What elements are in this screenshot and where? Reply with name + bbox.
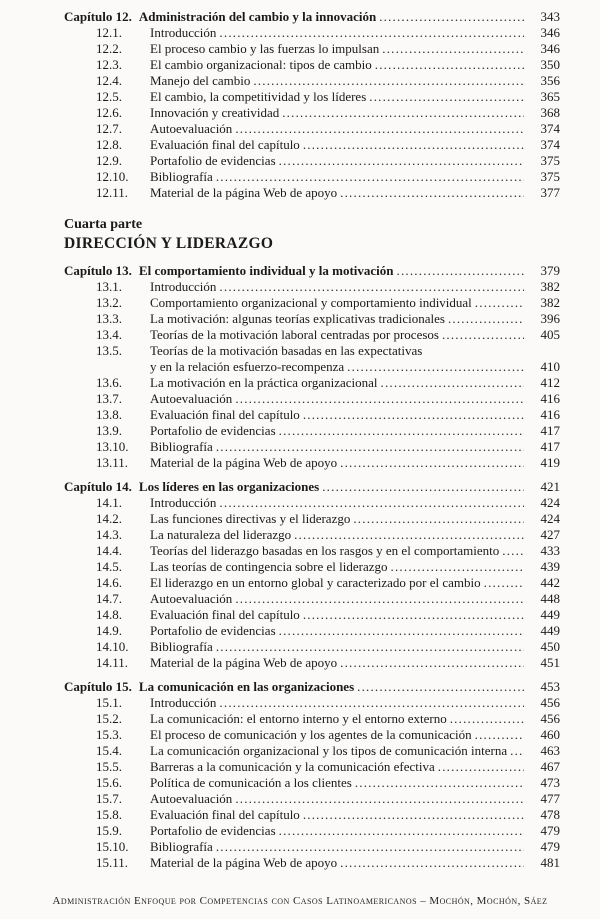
item-page: 477 (540, 791, 560, 806)
item-title: Barreras a la comunicación y la comunicación efectiva (150, 759, 435, 774)
item-title: Material de la página Web de apoyo (150, 855, 338, 870)
item-page: 424 (540, 495, 560, 510)
chapter-label: Capítulo 15. (64, 679, 132, 694)
item-title: Autoevaluación (150, 791, 233, 806)
item-title: Introducción (150, 25, 217, 40)
item-page: 479 (540, 823, 560, 838)
chapter-title: El comportamiento individual y la motivación (138, 263, 394, 278)
item-number: 13.1. (96, 279, 122, 294)
leader-dots (448, 311, 524, 327)
item-number: 13.8. (96, 407, 122, 422)
leader-dots (235, 391, 524, 407)
chapter-items (64, 279, 560, 471)
item-number: 15.9. (96, 823, 122, 838)
toc-item (96, 823, 560, 839)
leader-dots (235, 791, 524, 807)
toc-item (96, 295, 560, 311)
leader-dots (219, 695, 524, 711)
item-title: La motivación en la práctica organizacional (150, 375, 378, 390)
item-number: 13.5. (96, 343, 122, 358)
item-title: Bibliografía (150, 169, 213, 184)
item-page: 433 (540, 543, 560, 558)
item-number: 15.11. (96, 855, 129, 870)
item-page: 350 (540, 57, 560, 72)
item-title: Portafolio de evidencias (150, 423, 276, 438)
chapter-label: Capítulo 13. (64, 263, 132, 278)
toc-item (96, 855, 560, 871)
item-page: 451 (540, 655, 560, 670)
leader-dots (340, 855, 524, 871)
item-number: 12.4. (96, 73, 122, 88)
item-number: 13.6. (96, 375, 122, 390)
item-number: 12.1. (96, 25, 122, 40)
part-title: DIRECCIÓN Y LIDERAZGO (64, 235, 274, 252)
toc-item (96, 527, 560, 543)
item-number: 13.4. (96, 327, 122, 342)
item-number: 12.7. (96, 121, 122, 136)
toc-item (96, 407, 560, 423)
leader-dots (235, 591, 524, 607)
item-title: Portafolio de evidencias (150, 153, 276, 168)
leader-dots (235, 121, 524, 137)
toc-item (96, 137, 560, 153)
item-title: El proceso cambio y las fuerzas lo impulsan (150, 41, 380, 56)
item-number: 15.3. (96, 727, 122, 742)
item-title: Evaluación final del capítulo (150, 807, 300, 822)
item-title: Teorías del liderazgo basadas en los rasgos y en el comportamiento (150, 543, 500, 558)
leader-dots (294, 527, 524, 543)
toc-item (96, 121, 560, 137)
item-page: 375 (540, 153, 560, 168)
item-page: 405 (540, 327, 560, 342)
toc-item (96, 791, 560, 807)
leader-dots (279, 623, 524, 639)
item-page: 396 (540, 311, 560, 326)
item-page: 382 (540, 279, 560, 294)
item-number: 15.5. (96, 759, 122, 774)
toc-item (96, 423, 560, 439)
toc-item-continuation (96, 359, 560, 375)
item-page: 448 (540, 591, 560, 606)
item-title: Introducción (150, 495, 217, 510)
item-title: Innovación y creatividad (150, 105, 280, 120)
item-page: 467 (540, 759, 560, 774)
item-number: 12.11. (96, 185, 129, 200)
leader-dots (381, 375, 524, 391)
chapter-heading (64, 679, 560, 695)
chapter-items (64, 495, 560, 671)
part-heading (64, 215, 560, 254)
leader-dots (303, 607, 524, 623)
item-title: Bibliografía (150, 439, 213, 454)
item-title: Introducción (150, 279, 217, 294)
item-page: 481 (540, 855, 560, 870)
item-page: 416 (540, 391, 560, 406)
item-page: 365 (540, 89, 560, 104)
leader-dots (347, 359, 524, 375)
leader-dots (340, 455, 524, 471)
item-title: Material de la página Web de apoyo (150, 455, 338, 470)
item-page: 416 (540, 407, 560, 422)
toc-item (96, 655, 560, 671)
item-page: 450 (540, 639, 560, 654)
item-title: Las funciones directivas y el liderazgo (150, 511, 351, 526)
item-number: 15.10. (96, 839, 129, 854)
item-number: 14.4. (96, 543, 122, 558)
item-number: 14.10. (96, 639, 129, 654)
item-page: 439 (540, 559, 560, 574)
item-number: 12.9. (96, 153, 122, 168)
item-page: 346 (540, 41, 560, 56)
leader-dots (369, 89, 524, 105)
toc-item (96, 185, 560, 201)
item-number: 15.2. (96, 711, 122, 726)
toc-item (96, 391, 560, 407)
item-title: Evaluación final del capítulo (150, 137, 300, 152)
item-title: Autoevaluación (150, 391, 233, 406)
item-page: 410 (540, 359, 560, 374)
item-page: 473 (540, 775, 560, 790)
toc-item (96, 25, 560, 41)
item-title: Teorías de la motivación laboral centradas por procesos (150, 327, 439, 342)
toc-item (96, 495, 560, 511)
item-number: 12.10. (96, 169, 129, 184)
part-name: Cuarta parte (64, 217, 143, 232)
chapter-label: Capítulo 14. (64, 479, 132, 494)
chapter-title: Administración del cambio y la innovación (138, 9, 377, 24)
item-number: 13.2. (96, 295, 122, 310)
item-page: 374 (540, 121, 560, 136)
chapter-section (64, 679, 560, 871)
chapter-page: 379 (540, 263, 560, 278)
leader-dots (303, 137, 524, 153)
toc-item (96, 41, 560, 57)
item-page: 478 (540, 807, 560, 822)
item-page: 417 (540, 423, 560, 438)
item-number: 12.8. (96, 137, 122, 152)
toc-item (96, 73, 560, 89)
leader-dots (216, 839, 524, 855)
item-page: 424 (540, 511, 560, 526)
toc-item (96, 543, 560, 559)
item-title: Bibliografía (150, 639, 213, 654)
leader-dots (216, 169, 524, 185)
item-title: Autoevaluación (150, 121, 233, 136)
item-title: Manejo del cambio (150, 73, 251, 88)
leader-dots (357, 679, 524, 695)
chapter-section (64, 263, 560, 471)
item-number: 13.10. (96, 439, 129, 454)
leader-dots (475, 295, 524, 311)
leader-dots (253, 73, 524, 89)
item-title: El liderazgo en un entorno global y caracterizado por el cambio (150, 575, 481, 590)
item-number: 12.2. (96, 41, 122, 56)
item-number: 14.11. (96, 655, 129, 670)
leader-dots (279, 823, 524, 839)
item-title: Portafolio de evidencias (150, 623, 276, 638)
item-title: La comunicación: el entorno interno y el entorno externo (150, 711, 447, 726)
item-number: 13.7. (96, 391, 122, 406)
item-title: Autoevaluación (150, 591, 233, 606)
leader-dots (340, 655, 524, 671)
item-number: 15.4. (96, 743, 122, 758)
item-number: 12.5. (96, 89, 122, 104)
item-page: 442 (540, 575, 560, 590)
page-footer: Administración Enfoque por Competencias con Casos Latinoamericanos – Mochón, Mochón, Sáez (52, 895, 548, 907)
toc-item (96, 327, 560, 343)
item-number: 15.8. (96, 807, 122, 822)
item-number: 14.3. (96, 527, 122, 542)
item-page: 449 (540, 623, 560, 638)
item-title: Material de la página Web de apoyo (150, 655, 338, 670)
item-title: Comportamiento organizacional y comportamiento individual (150, 295, 472, 310)
item-number: 15.7. (96, 791, 122, 806)
item-number: 14.5. (96, 559, 122, 574)
item-title: La comunicación organizacional y los tipos de comunicación interna (150, 743, 508, 758)
item-page: 374 (540, 137, 560, 152)
chapter-items (64, 695, 560, 871)
toc-item (96, 153, 560, 169)
leader-dots (322, 479, 524, 495)
toc-item (96, 439, 560, 455)
item-page: 427 (540, 527, 560, 542)
item-number: 14.8. (96, 607, 122, 622)
chapter-title: Los líderes en las organizaciones (138, 479, 320, 494)
item-page: 449 (540, 607, 560, 622)
toc-item (96, 607, 560, 623)
toc-item (96, 639, 560, 655)
leader-dots (391, 559, 524, 575)
leader-dots (438, 759, 524, 775)
leader-dots (484, 575, 524, 591)
toc-item (96, 623, 560, 639)
item-page: 419 (540, 455, 560, 470)
leader-dots (450, 711, 524, 727)
item-number: 15.1. (96, 695, 122, 710)
leader-dots (219, 279, 524, 295)
chapter-section (64, 479, 560, 671)
item-title: Política de comunicación a los clientes (150, 775, 352, 790)
chapter-section (64, 9, 560, 201)
item-number: 14.2. (96, 511, 122, 526)
leader-dots (279, 423, 524, 439)
item-page: 375 (540, 169, 560, 184)
item-title: Introducción (150, 695, 217, 710)
toc-item (96, 727, 560, 743)
leader-dots (379, 9, 524, 25)
leader-dots (355, 775, 524, 791)
item-page: 382 (540, 295, 560, 310)
toc-item (96, 743, 560, 759)
chapter-heading (64, 263, 560, 279)
leader-dots (397, 263, 525, 279)
item-title: El cambio, la competitividad y los líderes (150, 89, 367, 104)
leader-dots (353, 511, 524, 527)
item-title: La naturaleza del liderazgo (150, 527, 292, 542)
toc-item (96, 311, 560, 327)
item-number: 15.6. (96, 775, 122, 790)
toc-item (96, 455, 560, 471)
toc-item (96, 839, 560, 855)
item-page: 463 (540, 743, 560, 758)
leader-dots (279, 153, 524, 169)
item-number: 14.7. (96, 591, 122, 606)
toc-item (96, 775, 560, 791)
chapter-title: La comunicación en las organizaciones (138, 679, 355, 694)
leader-dots (442, 327, 524, 343)
item-page: 356 (540, 73, 560, 88)
toc-item (96, 343, 560, 359)
item-title: La motivación: algunas teorías explicativas tradicionales (150, 311, 445, 326)
item-title: Bibliografía (150, 839, 213, 854)
toc-item (96, 89, 560, 105)
leader-dots (219, 495, 524, 511)
item-number: 13.9. (96, 423, 122, 438)
toc (64, 9, 560, 871)
item-title: Material de la página Web de apoyo (150, 185, 338, 200)
leader-dots (303, 807, 524, 823)
item-number: 14.9. (96, 623, 122, 638)
item-page: 368 (540, 105, 560, 120)
item-number: 12.6. (96, 105, 122, 120)
item-page: 479 (540, 839, 560, 854)
leader-dots (382, 41, 524, 57)
toc-item (96, 575, 560, 591)
leader-dots (303, 407, 524, 423)
item-number: 12.3. (96, 57, 122, 72)
toc-item (96, 511, 560, 527)
item-number: 13.3. (96, 311, 122, 326)
leader-dots (475, 727, 524, 743)
item-title: Teorías de la motivación basadas en las expectativas (150, 343, 423, 358)
toc-item (96, 695, 560, 711)
item-number: 13.11. (96, 455, 129, 470)
item-number: 14.6. (96, 575, 122, 590)
item-page: 412 (540, 375, 560, 390)
chapter-items (64, 25, 560, 201)
toc-item (96, 375, 560, 391)
toc-item (96, 279, 560, 295)
leader-dots (282, 105, 524, 121)
chapter-page: 453 (540, 679, 560, 694)
item-title: El cambio organizacional: tipos de cambio (150, 57, 372, 72)
toc-item (96, 105, 560, 121)
leader-dots (510, 743, 524, 759)
item-page: 377 (540, 185, 560, 200)
item-page: 417 (540, 439, 560, 454)
toc-item (96, 169, 560, 185)
toc-item (96, 711, 560, 727)
leader-dots (502, 543, 524, 559)
item-title: Portafolio de evidencias (150, 823, 276, 838)
chapter-heading (64, 9, 560, 25)
chapter-page: 343 (540, 9, 560, 24)
item-title: Evaluación final del capítulo (150, 407, 300, 422)
item-title: y en la relación esfuerzo-recompenza (150, 359, 345, 374)
item-page: 456 (540, 711, 560, 726)
toc-item (96, 807, 560, 823)
item-title: Evaluación final del capítulo (150, 607, 300, 622)
toc-item (96, 57, 560, 73)
toc-item (96, 591, 560, 607)
leader-dots (216, 639, 524, 655)
item-page: 456 (540, 695, 560, 710)
item-number: 14.1. (96, 495, 122, 510)
item-title: Las teorías de contingencia sobre el liderazgo (150, 559, 388, 574)
item-page: 346 (540, 25, 560, 40)
chapter-heading (64, 479, 560, 495)
leader-dots (219, 25, 524, 41)
leader-dots (340, 185, 524, 201)
chapter-label: Capítulo 12. (64, 9, 132, 24)
leader-dots (375, 57, 524, 73)
item-title: El proceso de comunicación y los agentes de la comunicación (150, 727, 472, 742)
toc-item (96, 759, 560, 775)
chapter-page: 421 (540, 479, 560, 494)
item-page: 460 (540, 727, 560, 742)
leader-dots (216, 439, 524, 455)
toc-item (96, 559, 560, 575)
